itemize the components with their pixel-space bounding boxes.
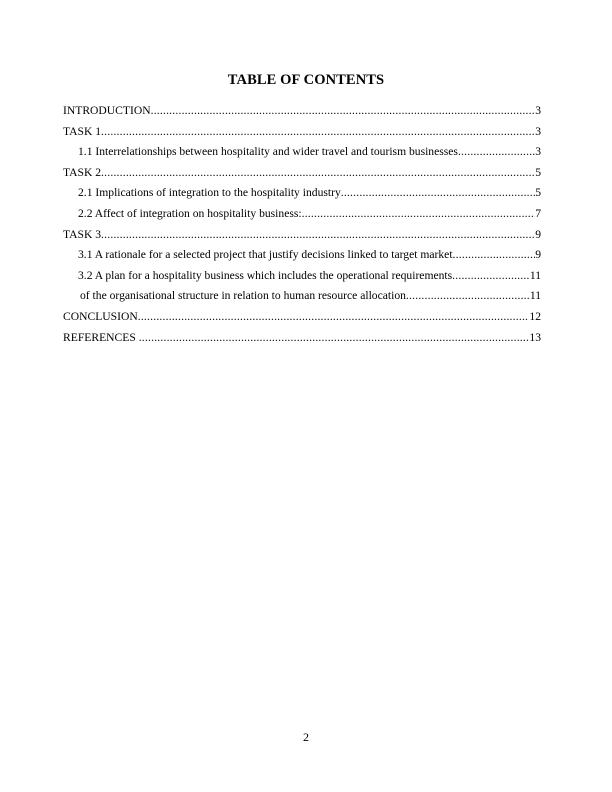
toc-entry-page: 5 xyxy=(535,186,541,200)
dot-leader xyxy=(151,101,536,122)
toc-entry-task-3[interactable] xyxy=(63,225,541,246)
dot-leader xyxy=(341,183,535,204)
dot-leader xyxy=(101,122,535,143)
toc-entry-3-2[interactable] xyxy=(63,266,541,287)
toc-entry-label: INTRODUCTION xyxy=(63,104,151,117)
toc-entry-page: 12 xyxy=(529,309,541,323)
toc-entry-page: 3 xyxy=(535,145,541,159)
toc-entry-2-1[interactable] xyxy=(63,183,541,204)
dot-leader xyxy=(458,142,535,163)
toc-entry-label: CONCLUSION xyxy=(63,309,138,323)
toc-title: TABLE OF CONTENTS xyxy=(227,72,385,88)
toc-entry-label: 3.2 A plan for a hospitality business which includes the operational requirements xyxy=(78,268,453,282)
toc-entry-page: 13 xyxy=(529,330,541,344)
toc-entry-label: of the organisational structure in relation to human resource allocation xyxy=(80,289,406,303)
toc-entry-page: 7 xyxy=(535,206,541,220)
toc-entry-label: TASK 3 xyxy=(63,227,102,241)
dot-leader xyxy=(101,225,535,246)
toc-entry-page: 11 xyxy=(529,289,541,303)
dot-leader xyxy=(139,328,530,349)
toc-entry-label: TASK 1 xyxy=(63,124,102,138)
toc-entry-page: 9 xyxy=(535,248,541,262)
toc-entry-page: 11 xyxy=(529,268,541,282)
dot-leader xyxy=(453,245,536,266)
toc-entry-1-1[interactable] xyxy=(63,142,541,163)
toc-entry-page: 3 xyxy=(535,124,541,138)
toc-entry-label: 1.1 Interrelationships between hospitality and wider travel and tourism businesses xyxy=(78,145,458,159)
toc-entry-task-2[interactable] xyxy=(63,163,541,184)
toc-entry-references[interactable] xyxy=(63,328,541,349)
toc-entry-conclusion[interactable] xyxy=(63,307,541,328)
toc-entry-label: 2.1 Implications of integration to the hospitality industry xyxy=(78,186,341,200)
toc-entry-label: REFERENCES xyxy=(63,330,139,344)
toc-entry-3-1[interactable] xyxy=(63,245,541,266)
toc-entry-2-2[interactable] xyxy=(63,204,541,225)
dot-leader xyxy=(452,266,530,287)
toc-entry-task-1[interactable] xyxy=(63,122,541,143)
toc-entry-introduction[interactable] xyxy=(63,101,541,122)
toc-entry-label: 3.1 A rationale for a selected project that justify decisions linked to target market xyxy=(78,248,453,262)
toc-entry-3-2-continued[interactable] xyxy=(63,286,541,307)
toc-entry-page: 3 xyxy=(535,104,541,117)
toc-entry-label: TASK 2 xyxy=(63,165,102,179)
toc-entry-label: 2.2 Affect of integration on hospitality business: xyxy=(78,206,302,220)
table-of-contents xyxy=(63,101,541,348)
dot-leader xyxy=(406,286,530,307)
dot-leader xyxy=(101,163,535,184)
page-number: 2 xyxy=(303,730,309,744)
dot-leader xyxy=(138,307,530,328)
toc-entry-page: 9 xyxy=(535,227,541,241)
toc-entry-page: 5 xyxy=(535,165,541,179)
dot-leader xyxy=(302,204,536,225)
